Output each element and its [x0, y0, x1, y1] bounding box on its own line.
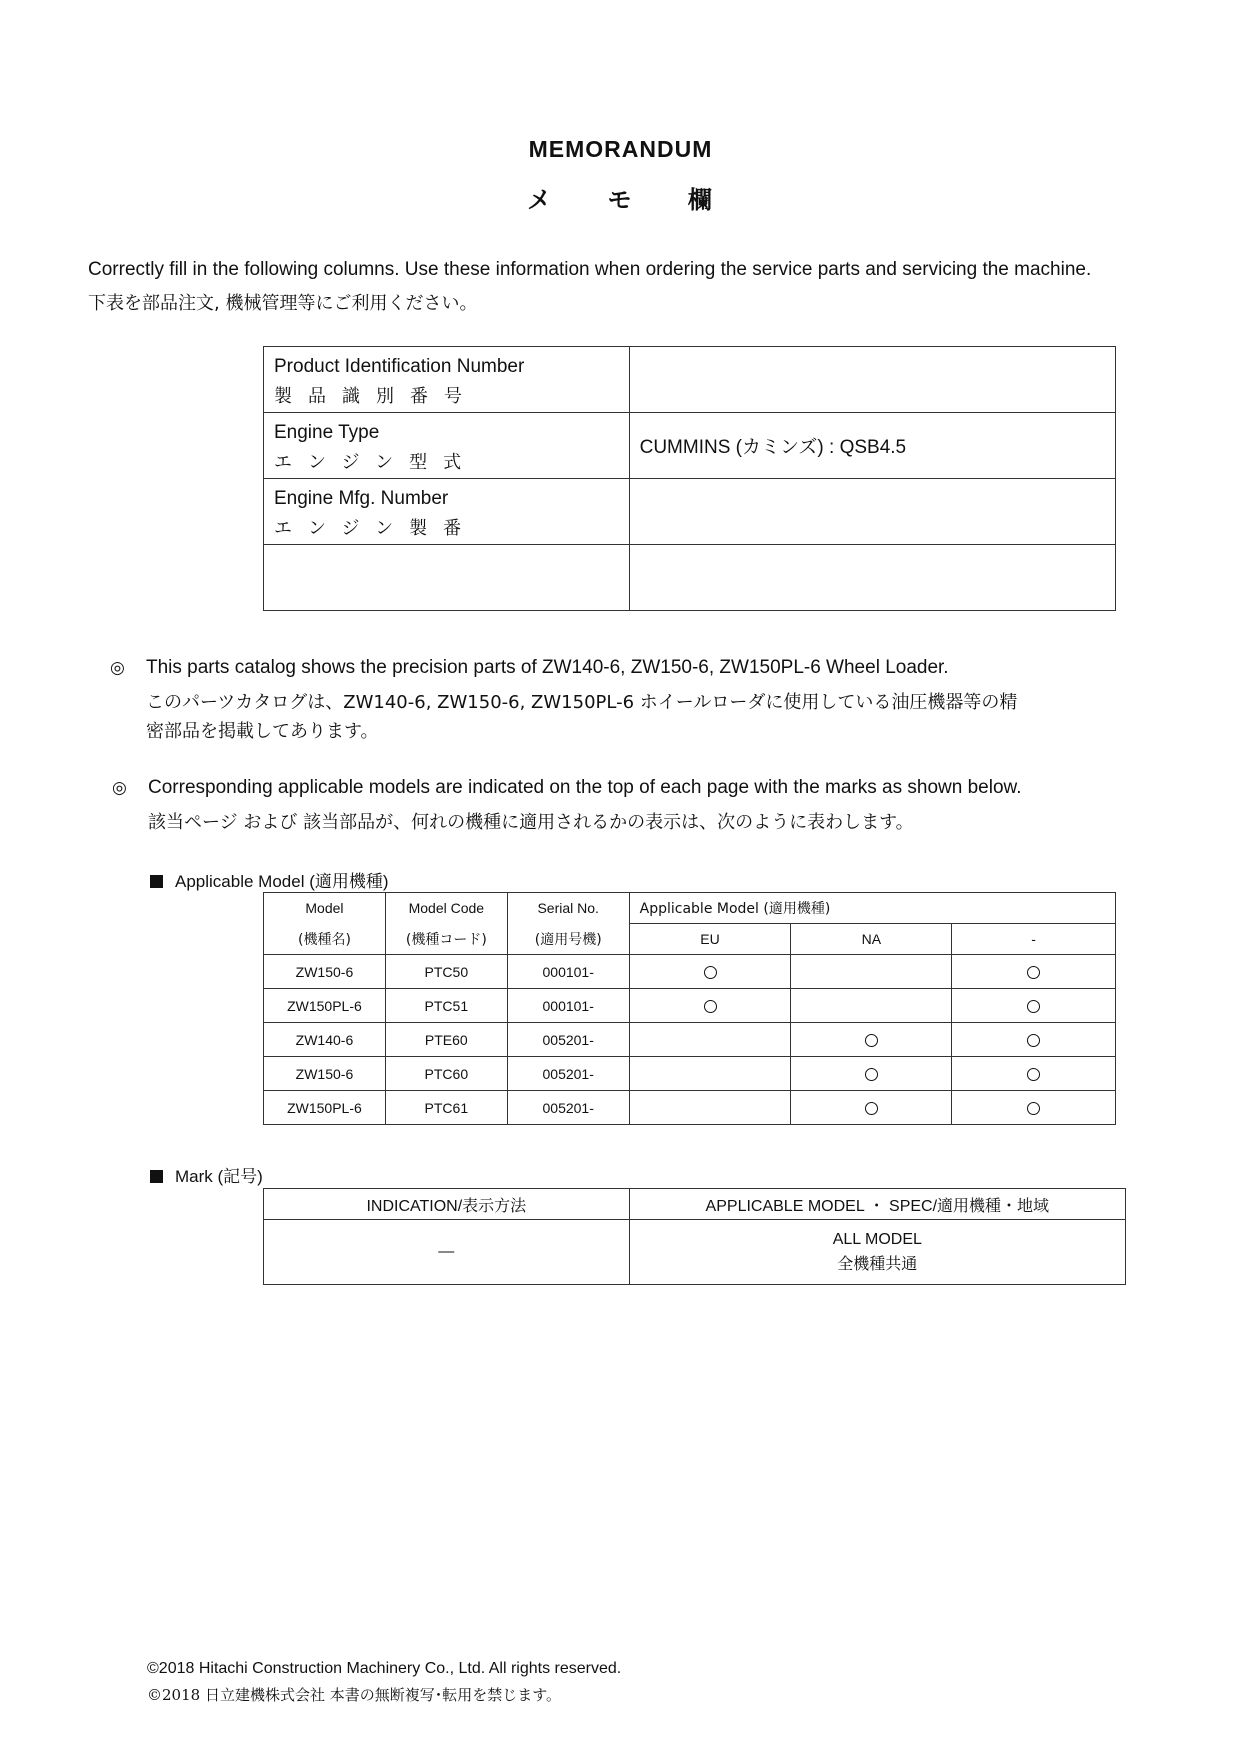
table-row — [264, 989, 1116, 1023]
serial-cell: 000101- — [507, 989, 629, 1023]
id-label-cell — [264, 347, 630, 413]
applicability-na-cell — [791, 989, 952, 1023]
applicability-eu-cell — [629, 955, 791, 989]
note-jp-line: このパーツカタログは、ZW140-6, ZW150-6, ZW150PL-6 ホイールローダに使用している油圧機器等の精 — [146, 692, 1018, 713]
serial-cell: 000101- — [507, 955, 629, 989]
id-row — [264, 479, 1116, 545]
mark-col-indication: INDICATION/表示方法 — [264, 1189, 630, 1220]
id-value-field[interactable]: CUMMINS (カミンズ) : QSB4.5 — [629, 413, 1115, 479]
model-code-cell: PTC51 — [385, 989, 507, 1023]
id-label-jp: エンジン製番 — [274, 518, 478, 539]
header-serial: Serial No. — [507, 893, 629, 924]
circle-mark-icon — [1027, 1034, 1040, 1047]
id-row — [264, 347, 1116, 413]
id-label-cell — [264, 413, 630, 479]
mark-spec-en: ALL MODEL — [832, 1231, 922, 1248]
header-model: Model — [264, 893, 386, 924]
model-rows — [264, 955, 1116, 1125]
header-model-code: Model Code — [385, 893, 507, 924]
identification-table — [263, 346, 1116, 611]
serial-cell: 005201- — [507, 1091, 629, 1125]
mark-heading-text: Mark (記号) — [175, 1167, 263, 1186]
applicable-model-table — [263, 892, 1116, 1125]
table-row — [264, 1091, 1116, 1125]
applicable-model-heading-text: Applicable Model (適用機種) — [175, 872, 389, 891]
note-jp-line: 該当ページ および 該当部品が、何れの機種に適用されるかの表示は、次のように表わします。 — [148, 812, 914, 833]
mark-col-spec: APPLICABLE MODEL ・ SPEC/適用機種・地域 — [629, 1189, 1125, 1220]
mark-spec-jp: 全機種共通 — [837, 1254, 918, 1273]
applicability-eu-cell — [629, 1023, 791, 1057]
id-row — [264, 545, 1116, 611]
intro-jp: 下表を部品注文, 機械管理等にご利用ください。 — [88, 293, 478, 314]
intro-en: Correctly fill in the following columns. Use these information when ordering the service parts and servicing the machine. — [88, 259, 1092, 280]
header-dash: - — [952, 924, 1116, 955]
id-label-cell — [264, 545, 630, 611]
table-row — [264, 1023, 1116, 1057]
applicability-all-cell — [952, 955, 1116, 989]
page-title: MEMORANDUM — [528, 136, 713, 162]
mark-table — [263, 1188, 1126, 1285]
applicability-na-cell — [791, 1023, 952, 1057]
note-jp-line: 密部品を掲載してあります。 — [146, 721, 379, 742]
model-code-cell: PTE60 — [385, 1023, 507, 1057]
applicability-na-cell — [791, 1057, 952, 1091]
applicability-all-cell — [952, 1091, 1116, 1125]
header-model-code-jp: (機種コード) — [385, 924, 507, 955]
applicability-all-cell — [952, 1023, 1116, 1057]
header-model-jp: (機種名) — [264, 924, 386, 955]
model-code-cell: PTC60 — [385, 1057, 507, 1091]
model-cell: ZW150PL-6 — [264, 1091, 386, 1125]
mark-heading — [150, 1162, 263, 1187]
note-mark-icon: ◎ — [112, 778, 127, 798]
model-code-cell: PTC61 — [385, 1091, 507, 1125]
applicable-model-heading — [150, 867, 389, 892]
circle-mark-icon — [704, 1000, 717, 1013]
model-cell: ZW150PL-6 — [264, 989, 386, 1023]
model-cell: ZW150-6 — [264, 955, 386, 989]
page-title-jp: メ モ 欄 — [527, 186, 714, 214]
id-label-en: Engine Mfg. Number — [274, 488, 449, 509]
circle-mark-icon — [865, 1034, 878, 1047]
id-value-field[interactable] — [629, 347, 1115, 413]
id-row — [264, 413, 1116, 479]
circle-mark-icon — [1027, 966, 1040, 979]
header-eu: EU — [629, 924, 791, 955]
table-header-row — [264, 893, 1116, 924]
header-applicable-model: Applicable Model (適用機種) — [629, 893, 1115, 924]
id-label-cell — [264, 479, 630, 545]
applicability-eu-cell — [629, 1057, 791, 1091]
mark-indication-value: — — [264, 1220, 630, 1285]
square-bullet-icon — [150, 1170, 163, 1183]
circle-mark-icon — [1027, 1000, 1040, 1013]
note-en: This parts catalog shows the precision parts of ZW140-6, ZW150-6, ZW150PL-6 Wheel Loader. — [146, 657, 949, 678]
id-value-field[interactable] — [629, 545, 1115, 611]
id-value-field[interactable] — [629, 479, 1115, 545]
mark-spec-cell — [629, 1220, 1125, 1285]
circle-mark-icon — [865, 1068, 878, 1081]
note-mark-icon: ◎ — [110, 658, 125, 678]
circle-mark-icon — [1027, 1102, 1040, 1115]
model-cell: ZW150-6 — [264, 1057, 386, 1091]
circle-mark-icon — [865, 1102, 878, 1115]
header-serial-jp: (適用号機) — [507, 924, 629, 955]
header-na: NA — [791, 924, 952, 955]
table-row — [264, 1220, 1126, 1285]
serial-cell: 005201- — [507, 1057, 629, 1091]
square-bullet-icon — [150, 875, 163, 888]
id-label-en: Engine Type — [274, 422, 380, 443]
applicability-eu-cell — [629, 1091, 791, 1125]
footer-copyright-jp: ©2018 日立建機株式会社 本書の無断複写･転用を禁じます。 — [147, 1686, 562, 1704]
table-header-row — [264, 1189, 1126, 1220]
applicability-all-cell — [952, 989, 1116, 1023]
table-row — [264, 955, 1116, 989]
footer-copyright-en: ©2018 Hitachi Construction Machinery Co., Ltd. All rights reserved. — [147, 1660, 622, 1677]
applicability-na-cell — [791, 955, 952, 989]
applicability-na-cell — [791, 1091, 952, 1125]
id-label-jp: エンジン型式 — [274, 452, 478, 473]
serial-cell: 005201- — [507, 1023, 629, 1057]
circle-mark-icon — [1027, 1068, 1040, 1081]
applicability-eu-cell — [629, 989, 791, 1023]
circle-mark-icon — [704, 966, 717, 979]
id-label-en: Product Identification Number — [274, 356, 525, 377]
model-code-cell: PTC50 — [385, 955, 507, 989]
applicability-all-cell — [952, 1057, 1116, 1091]
table-header-row — [264, 924, 1116, 955]
table-row — [264, 1057, 1116, 1091]
model-cell: ZW140-6 — [264, 1023, 386, 1057]
note-en: Corresponding applicable models are indicated on the top of each page with the marks as shown below. — [148, 777, 1022, 798]
id-label-jp: 製品識別番号 — [274, 386, 478, 407]
